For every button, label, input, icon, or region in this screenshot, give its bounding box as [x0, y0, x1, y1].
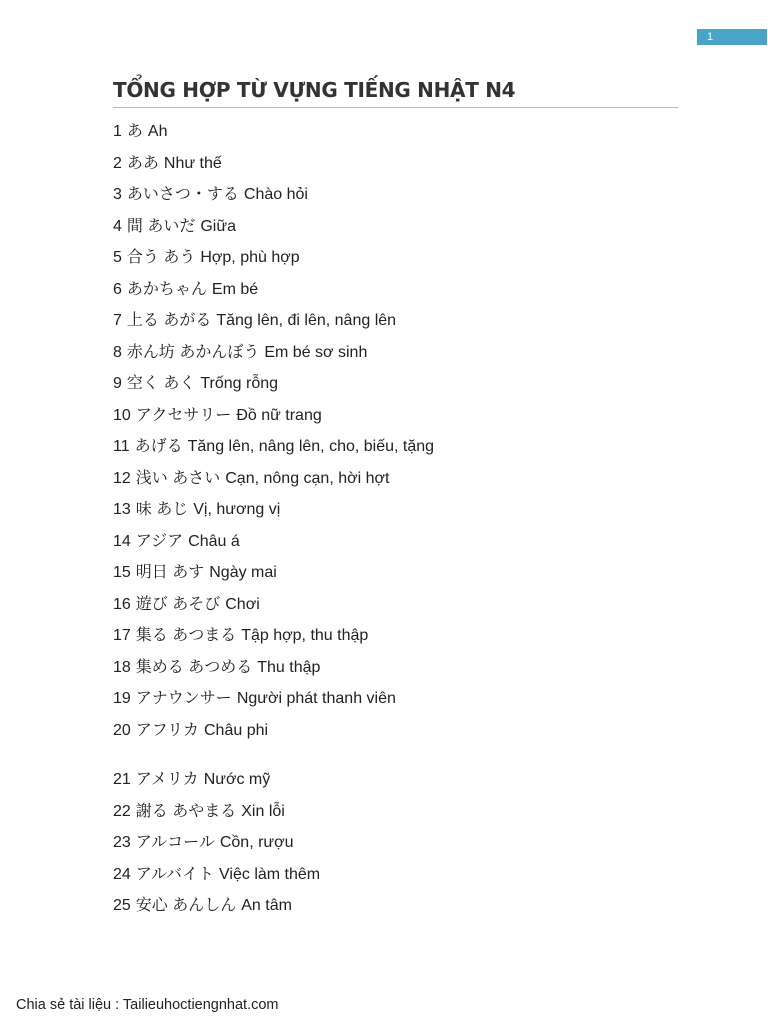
- vocab-meaning: An tâm: [241, 897, 292, 914]
- vocab-japanese: 上る あがる: [126, 312, 212, 329]
- vocab-item: [113, 589, 439, 621]
- vocab-number: 19: [113, 690, 131, 707]
- vocab-japanese: 集める あつめる: [135, 658, 253, 676]
- vocab-japanese: アルコール: [135, 834, 215, 851]
- page-title: TỔNG HỢP TỪ VỰNG TIẾNG NHẬT N4: [113, 78, 516, 102]
- vocab-item: [113, 494, 439, 526]
- vocab-number: 23: [113, 834, 131, 851]
- vocab-japanese: 遊び あそび: [135, 595, 221, 613]
- vocab-number: 22: [113, 802, 131, 820]
- vocab-meaning: Cạn, nông cạn, hời hợt: [225, 469, 390, 487]
- vocab-meaning: Cồn, rượu: [219, 834, 294, 851]
- vocab-meaning: Tăng lên, nâng lên, cho, biếu, tặng: [187, 438, 435, 455]
- vocab-japanese: アジア: [135, 532, 184, 550]
- vocab-item: [113, 526, 439, 558]
- vocab-item: [113, 620, 439, 652]
- vocab-item: [113, 337, 439, 369]
- vocab-item: [113, 116, 439, 148]
- vocab-meaning: Hợp, phù hợp: [200, 249, 300, 266]
- vocab-item: [113, 179, 439, 211]
- vocab-japanese: アメリカ: [135, 771, 199, 788]
- vocab-item: [113, 463, 439, 495]
- vocab-meaning: Người phát thanh viên: [236, 690, 396, 707]
- vocab-meaning: Châu phi: [204, 721, 269, 739]
- vocab-japanese: 間 あいだ: [126, 217, 196, 235]
- vocab-japanese: 合う あう: [126, 249, 196, 266]
- vocab-japanese: ああ: [126, 154, 159, 172]
- vocab-meaning: Nước mỹ: [203, 771, 271, 788]
- vocab-item: [113, 764, 439, 796]
- page-number-badge: 1: [697, 29, 767, 45]
- vocab-number: 6: [113, 280, 122, 298]
- vocab-meaning: Chơi: [225, 595, 260, 613]
- vocab-japanese: アルバイト: [135, 865, 215, 883]
- vocab-number: 1: [113, 123, 122, 140]
- vocab-item: [113, 148, 439, 180]
- vocab-meaning: Chào hỏi: [243, 186, 308, 203]
- vocab-number: 24: [113, 865, 131, 883]
- vocab-number: 5: [113, 249, 122, 266]
- vocab-item: [113, 557, 439, 589]
- vocab-number: 15: [113, 564, 131, 581]
- vocab-japanese: 赤ん坊 あかんぼう: [126, 343, 260, 361]
- vocab-item: [113, 274, 439, 306]
- vocab-japanese: アフリカ: [135, 721, 199, 739]
- vocab-number: 16: [113, 595, 131, 613]
- footer-credit: Chia sẻ tài liệu : Tailieuhoctiengnhat.com: [16, 997, 279, 1013]
- vocab-number: 8: [113, 343, 122, 361]
- vocab-japanese: 浅い あさい: [135, 469, 221, 487]
- vocab-number: 9: [113, 375, 122, 392]
- vocab-number: 20: [113, 721, 131, 739]
- vocab-meaning: Châu á: [188, 532, 240, 550]
- vocab-number: 13: [113, 501, 131, 518]
- vocab-number: 3: [113, 186, 122, 203]
- vocab-meaning: Việc làm thêm: [219, 865, 321, 883]
- vocab-number: 7: [113, 312, 122, 329]
- vocab-number: 21: [113, 771, 131, 788]
- vocab-item: [113, 796, 439, 828]
- vocab-item: [113, 859, 439, 891]
- vocab-meaning: Xin lỗi: [241, 802, 285, 820]
- vocab-item: [113, 431, 439, 463]
- vocab-japanese: アクセサリー: [135, 406, 232, 424]
- title-divider: [113, 107, 678, 108]
- vocab-japanese: アナウンサー: [135, 690, 232, 707]
- vocab-number: 17: [113, 627, 131, 644]
- vocab-item: [113, 400, 439, 432]
- vocab-item: [113, 368, 439, 400]
- vocab-japanese: あかちゃん: [126, 280, 207, 298]
- vocab-meaning: Em bé: [211, 280, 259, 298]
- vocab-japanese: 明日 あす: [135, 564, 205, 581]
- vocab-japanese: あ: [126, 123, 143, 140]
- vocab-japanese: あいさつ・する: [126, 186, 239, 203]
- vocab-number: 10: [113, 406, 131, 424]
- vocab-meaning: Ngày mai: [209, 564, 277, 581]
- vocab-number: 25: [113, 897, 131, 914]
- vocab-japanese: あげる: [134, 438, 183, 455]
- vocab-item: [113, 683, 439, 715]
- vocab-number: 12: [113, 469, 131, 487]
- vocab-meaning: Như thế: [163, 154, 222, 172]
- vocab-meaning: Vị, hương vị: [193, 501, 281, 518]
- vocab-item: [113, 890, 439, 922]
- vocab-meaning: Trống rỗng: [200, 375, 279, 392]
- vocab-meaning: Đồ nữ trang: [236, 406, 322, 424]
- vocab-number: 11: [113, 438, 130, 455]
- vocab-meaning: Tăng lên, đi lên, nâng lên: [216, 312, 397, 329]
- vocabulary-list: [113, 116, 439, 922]
- vocab-meaning: Giữa: [200, 217, 236, 235]
- vocab-number: 4: [113, 217, 122, 235]
- vocab-meaning: Thu thập: [257, 658, 321, 676]
- vocab-japanese: 味 あじ: [135, 501, 189, 518]
- vocab-japanese: 空く あく: [126, 375, 196, 392]
- vocab-item: [113, 652, 439, 684]
- vocab-item: [113, 242, 439, 274]
- vocab-number: 14: [113, 532, 131, 550]
- vocab-item: [113, 211, 439, 243]
- vocab-item: [113, 827, 439, 859]
- vocab-item: [113, 715, 439, 747]
- vocab-meaning: Tập hợp, thu thập: [241, 627, 369, 644]
- vocab-japanese: 集る あつまる: [135, 627, 237, 644]
- vocab-meaning: Ah: [147, 123, 168, 140]
- vocab-number: 2: [113, 154, 122, 172]
- vocab-meaning: Em bé sơ sinh: [264, 343, 368, 361]
- vocab-number: 18: [113, 658, 131, 676]
- vocab-japanese: 謝る あやまる: [135, 802, 237, 820]
- vocab-japanese: 安心 あんしん: [135, 897, 237, 914]
- vocab-item: [113, 305, 439, 337]
